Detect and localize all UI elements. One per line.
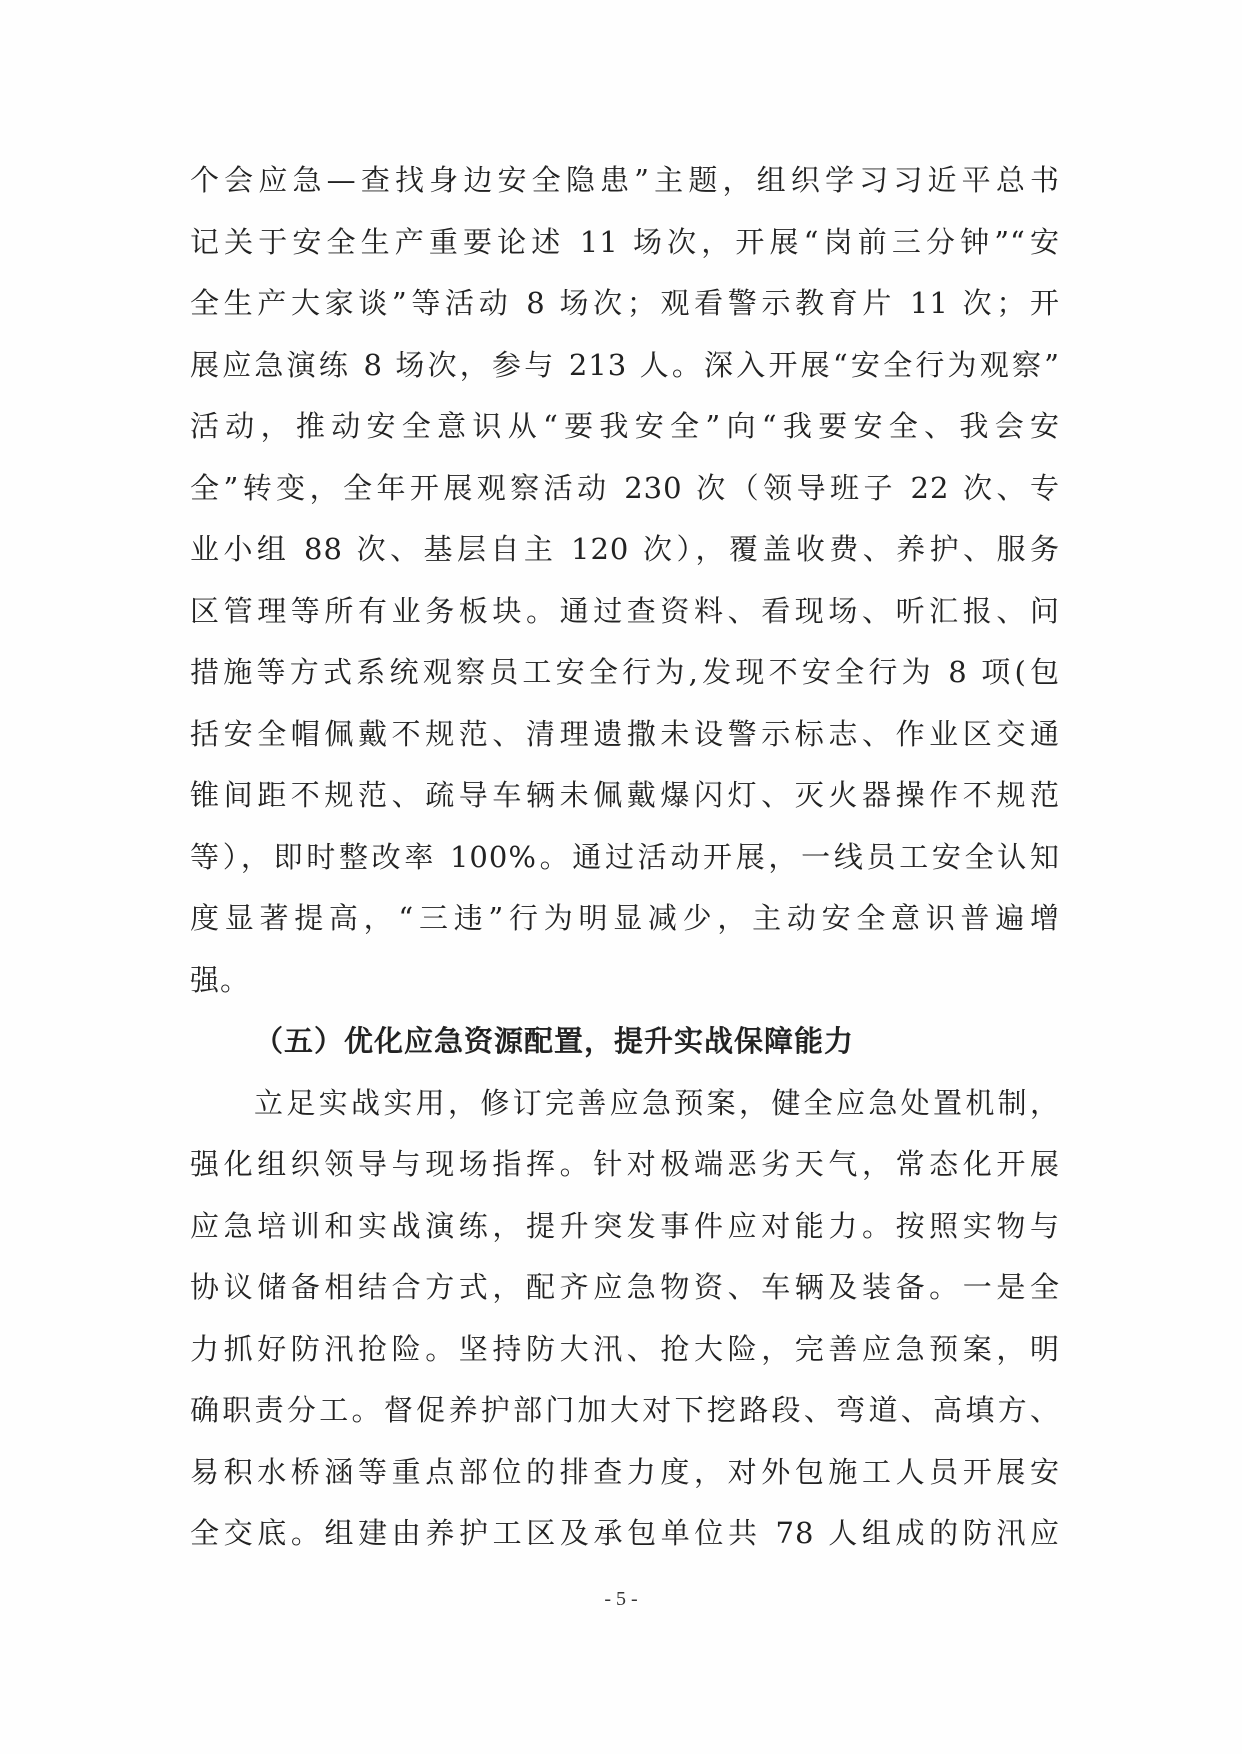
text-line: 区管理等所有业务板块。通过查资料、看现场、听汇报、问 — [190, 593, 1060, 628]
page-number: - 5 - — [604, 1588, 638, 1610]
text-line: 全生产大家谈”等活动 8 场次；观看警示教育片 11 次；开 — [190, 286, 1060, 320]
paragraph — [190, 150, 1060, 1011]
text-line: 确职责分工。督促养护部门加大对下挖路段、弯道、高填方、 — [190, 1393, 1060, 1427]
text-line: 锥间距不规范、疏导车辆未佩戴爆闪灯、灭火器操作不规范 — [190, 778, 1060, 812]
text-line: 措施等方式系统观察员工安全行为,发现不安全行为 8 项(包 — [190, 655, 1060, 689]
heading-line: （五）优化应急资源配置，提升实战保障能力 — [254, 1024, 855, 1058]
text-line: 个会应急—查找身边安全隐患”主题，组织学习习近平总书 — [190, 163, 1060, 197]
section-heading — [190, 1011, 1060, 1073]
text-line: 括安全帽佩戴不规范、清理遗撒未设警示标志、作业区交通 — [190, 716, 1060, 751]
paragraph — [190, 1073, 1060, 1565]
text-line: 记关于安全生产重要论述 11 场次，开展“岗前三分钟”“安 — [190, 224, 1060, 259]
text-line: 全”转变，全年开展观察活动 230 次（领导班子 22 次、专 — [190, 470, 1060, 505]
text-line: 强。 — [190, 962, 251, 997]
text-line: 等），即时整改率 100%。通过活动开展，一线员工安全认知 — [190, 839, 1060, 874]
text-line: 力抓好防汛抢险。坚持防大汛、抢大险，完善应急预案，明 — [190, 1331, 1060, 1366]
text-line: 协议储备相结合方式，配齐应急物资、车辆及装备。一是全 — [190, 1270, 1060, 1304]
text-line: 活动，推动安全意识从“要我安全”向“我要安全、我会安 — [190, 409, 1060, 443]
text-line: 展应急演练 8 场次，参与 213 人。深入开展“安全行为观察” — [190, 347, 1060, 382]
text-line: 易积水桥涵等重点部位的排查力度，对外包施工人员开展安 — [190, 1454, 1060, 1489]
text-line: 全交底。组建由养护工区及承包单位共 78 人组成的防汛应 — [190, 1516, 1060, 1550]
text-line: 应急培训和实战演练，提升突发事件应对能力。按照实物与 — [190, 1208, 1060, 1243]
document-body — [190, 150, 1060, 1565]
text-line: 立足实战实用，修订完善应急预案，健全应急处置机制， — [254, 1085, 1060, 1120]
text-line: 强化组织领导与现场指挥。针对极端恶劣天气，常态化开展 — [190, 1147, 1060, 1181]
text-line: 业小组 88 次、基层自主 120 次），覆盖收费、养护、服务 — [190, 532, 1060, 566]
text-line: 度显著提高，“三违”行为明显减少，主动安全意识普遍增 — [190, 901, 1060, 935]
